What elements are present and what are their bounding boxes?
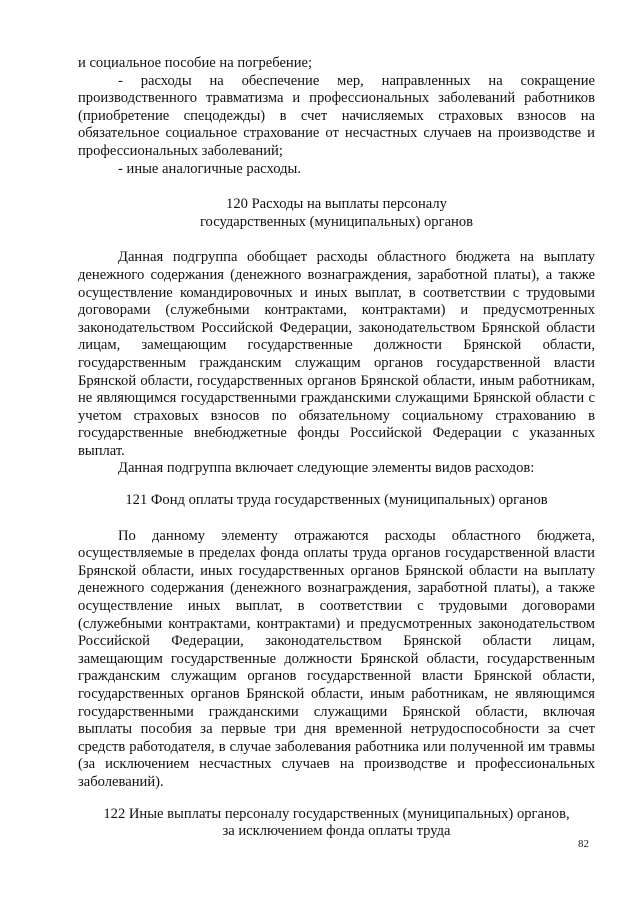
section-heading-line: за исключением фонда оплаты труда: [222, 823, 451, 840]
paragraph: - иные аналогичные расходы.: [118, 160, 301, 177]
section-heading: [78, 806, 595, 841]
spacer: [78, 792, 595, 806]
spacer: [78, 510, 595, 528]
spacer: [78, 178, 595, 196]
section-heading-line: государственных (муниципальных) органов: [199, 213, 474, 230]
section-heading-line: 120 Расходы на выплаты персоналу: [226, 196, 447, 213]
section-heading: [78, 196, 595, 231]
paragraph: По данному элементу отражаются расходы областного бюджета, осуществляемые в пределах фонда оплаты труда органов государственной власти Брянской области, иных государственных органов Брянской области на выплату денежного содержания (денежного вознаграждения, заработной платы), а также осуществление иных выплат, в соответствии с трудовыми договорами (служебными контрактами, контрактами) и предусмотренных законодательством Российской Федерации, законодательством Брянской области лицам, замещающим государственные должности Брянской области, государственным гражданским служащим органов государственной власти Брянской области, государственных органов Брянской области, иным работникам, не являющимся государственными гражданскими служащими Брянской области, включая выплаты пособия за первые три дня временной нетрудоспособности за счет средств работодателя, в случае заболевания работника или полученной им травмы (за исключением несчастных случаев на производстве и профессиональных заболеваний).: [78, 527, 595, 790]
paragraph: Данная подгруппа обобщает расходы областного бюджета на выплату денежного содержания (денежного вознаграждения, заработной платы), а также осуществление командировочных и иных выплат, в соответствии с трудовыми договорами (служебными контрактами, контрактами) и предусмотренных законодательством Российской Федерации, законодательством Брянской области лицам, замещающим государственные должности Брянской области, государственным гражданским служащим органов государственной власти Брянской области, государственных органов Брянской области, иным работникам, не являющимся государственными гражданскими служащими Брянской области с учетом страховых взносов по обязательному социальному страхованию в государственные внебюджетные фонды Российской Федерации с указанных выплат.: [78, 249, 595, 459]
section-heading: [78, 492, 595, 510]
paragraph: Данная подгруппа включает следующие элементы видов расходов:: [118, 460, 535, 477]
paragraph: и социальное пособие на погребение;: [78, 55, 313, 71]
document-page: [78, 55, 595, 841]
page-number: 82: [578, 838, 589, 850]
spacer: [78, 478, 595, 492]
section-heading-line: 121 Фонд оплаты труда государственных (муниципальных) органов: [125, 492, 548, 509]
paragraph: - расходы на обеспечение мер, направленных на сокращение производственного травматизма и профессиональных заболеваний работников (приобретение спецодежды) в счет начисляемых страховых взносов на обязательное социальное страхование от несчастных случаев на производстве и профессиональных заболеваний;: [78, 72, 595, 159]
spacer: [78, 231, 595, 249]
section-heading-line: 122 Иные выплаты персоналу государственных (муниципальных) органов,: [103, 805, 570, 822]
